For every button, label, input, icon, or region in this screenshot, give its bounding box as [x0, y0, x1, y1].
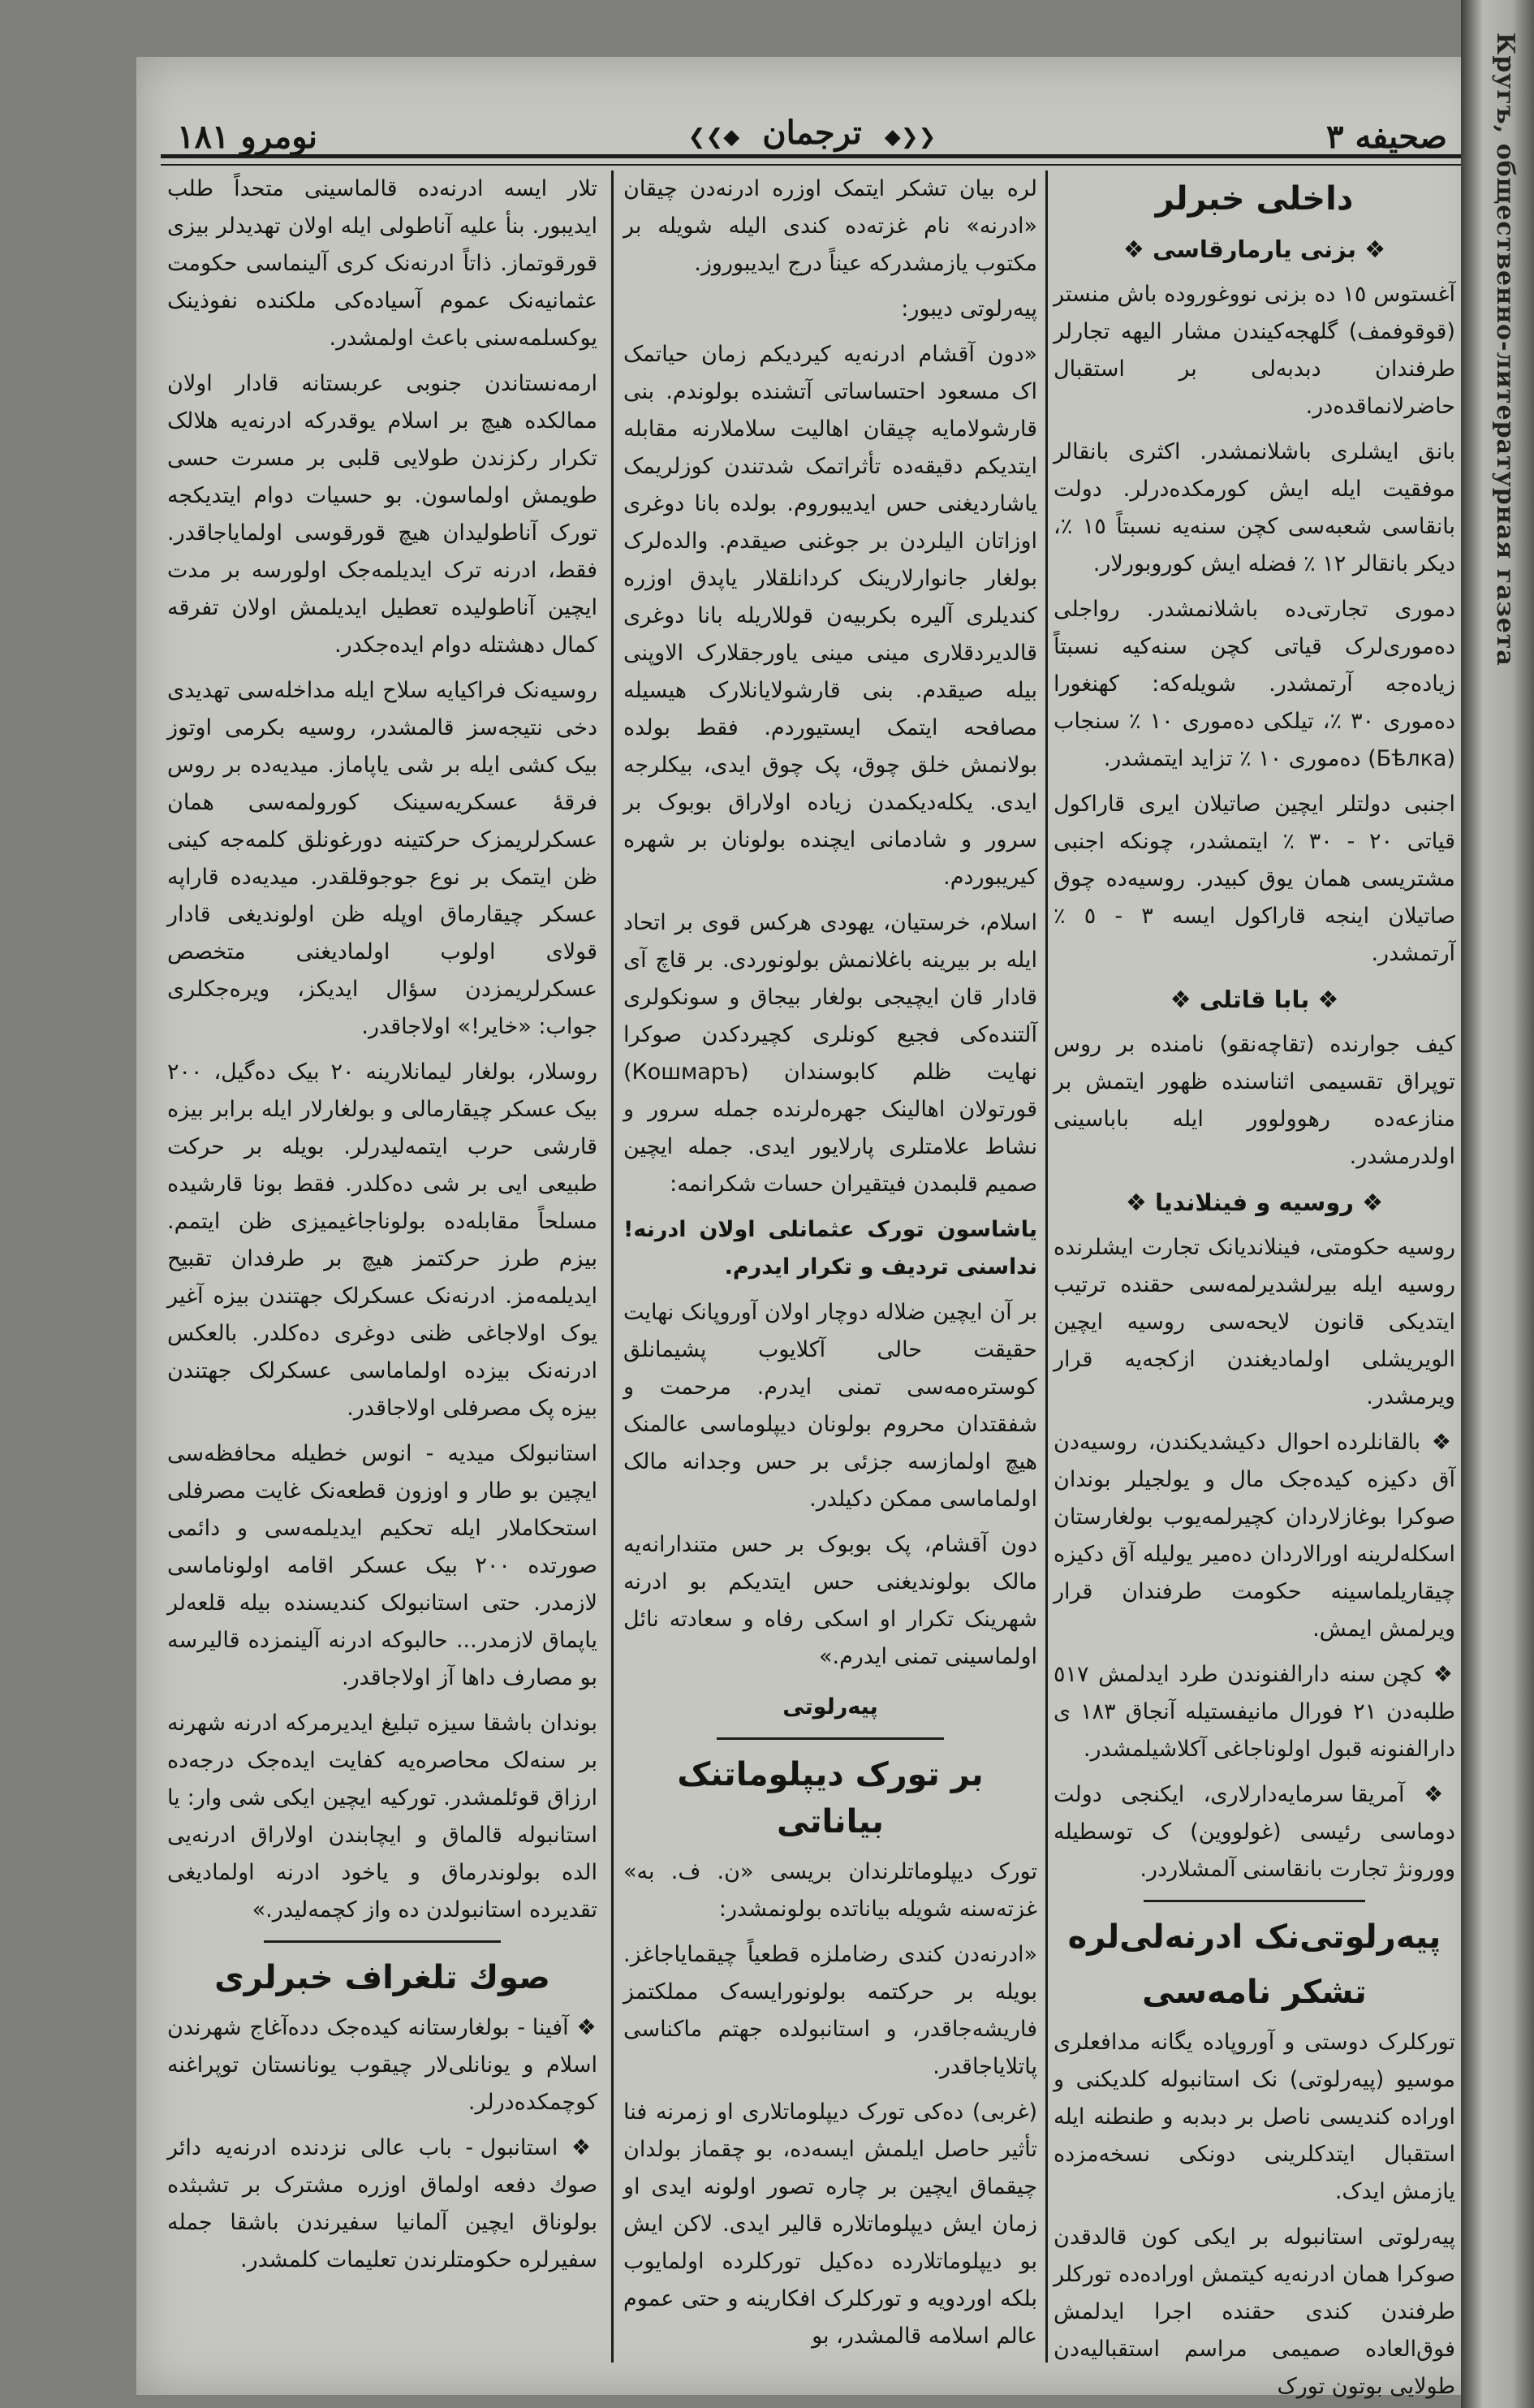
article-paragraph: لره بیان تشکر ایتمک اوزره ادرنه‌دن چیقان «ادرنه» نام غزته‌ده کندی الیله شویله بر مکتوب یازمشدرکه عیناً درج ایدیبوروز. [623, 176, 1037, 276]
item-title: ❖ روسیه و فینلاندیا ❖ [1125, 1189, 1384, 1216]
article-paragraph: تلار ایسه ادرنه‌ده قالماسینی متحداً طلب ایدیبور. بنأ علیه آناطولی ایله اولان تهدیدلر بیزی قورقوتماز. ذاتاً ادرنه‌نک کری آلینماسی حکومت عثمانیه‌نک عموم آسیاده‌کی ملکنده نفوذینک یوکسلمه‌سنی باعث اولمشدر. [167, 176, 597, 351]
paper-title: ترجمان [762, 114, 862, 152]
article-paragraph: تورک دیپلوماتلرندان بریسی «ن. ف. به» غزته‌سنه شویله بیاناتده بولونمشدر: [623, 1859, 1037, 1922]
thanks-subtitle: تشکر نامه‌سی [1142, 1974, 1367, 2011]
article-paragraph: روسلار، بولغار لیمانلارینه ٢٠ بیک ده‌گیل، ٢٠٠ بیک عسکر چیقارمالی و بولغارلار ایله برابر بیزه قارشی حرب ایتمه‌لیدرلر. بویله بر حرکت طبیعی ایی بر شی ده‌کلدر. فقط بونا قارشیده مسلحاً مقابله‌ده بولوناجاغیمیزی ظن ایتمم. بیزم طرز حرکتمز هیچ بر طرفدان تقبیح ایدیلمه‌مز. ادرنه‌نک عسکرلک جهتندن بیزه آغیر یوک اولاجاغی ظنی دوغری ده‌کلدر. بالعکس ادرنه‌نک بیزده اولماماسی عسکرلک جهتندن بیزه پک مصرفلی اولاجاقدر. [167, 1059, 597, 1421]
news-item: اجنبی دولتلر ایچین صاتیلان ایری قاراکول قیاتی ٢٠ - ٣٠ ٪ ایتمشدر، چونکه اجنبی مشتریسی همان یوق کبیدر. روسیه‌ده چوق صاتیلان اینجه قاراکول ایسه ٣ - ٥ ٪ آرتمشدر. [1054, 792, 1455, 966]
thanks-title: پیه‌رلوتی‌نک ادرنه‌لی‌لره [1067, 1918, 1441, 1956]
article-paragraph: تورکلرک دوستی و آوروپاده یگانه مدافعلری موسیو (پیه‌رلوتی) نک استانبوله کلدیکنی و اوراده کندیسی ناصل بر دبدبه و طنطنه ایله استقبال ایتدکلرینی دونکی نسخه‌مزده یازمش ایدک. [1054, 2030, 1455, 2204]
column-divider-right [1045, 170, 1048, 2363]
middle-column [623, 170, 1037, 2363]
newspaper-page [136, 57, 1488, 2399]
left-ornament-icon: ❮❮◆ [687, 125, 740, 149]
article-paragraph: پیه‌رلوتی استانبوله بر ایکی کون قالدقدن صوکرا همان ادرنه‌یه کیتمش اوراده‌ده تورکلر طرفندن کندی حقنده اجرا ایدلمش فوق‌العاده صمیمی مراسم استقبالیه‌دن طولایی بوتون تورک [1054, 2225, 1455, 2399]
header-rule [161, 154, 1463, 166]
news-item: بانق ایشلری باشلانمشدر. اکثری بانقالر موفقیت ایله ایش کورمکده‌درلر. دولت بانقاسی شعبه‌سی کچن سنه‌یه نسبتاً ١٥ ٪، دیکر بانقالر ١٢ ٪ فضله ایش کوروبورلار. [1054, 439, 1455, 576]
article-paragraph: «ادرنه‌دن کندی رضاملزه قطعیاً چیقمایاجاغز. بویله بر حرکتمه بولونورایسه‌ک مملکتمز فاریشه‌جاقدر، و استانبولده جهتم ماکناسی پاتلایاجاقدر. [623, 1942, 1037, 2079]
article-paragraph: بر آن ایچین ضلاله دوچار اولان آوروپانک نهایت حقیقت حالی آکلایوب پشیمانلق کوستره‌مه‌سی تمنی ایدرم. مرحمت و شفقتدان محروم بولونان دیپلوماسی عالمنک هیچ اولمازسه جزئی بر حس وجدانه مالک اولماماسی ممکن دکیلدر. [623, 1300, 1037, 1512]
ornament-icon: ❖ [1309, 986, 1339, 1013]
spine-label: Кругъ, общественно-литературная газета [1491, 32, 1519, 667]
article-paragraph: ارمه‌نستاندن جنوبی عربستانه قادار اولان ممالکده هیچ بر اسلام یوقدرکه ادرنه‌یه هلالک تکرار رکزندن طولایی قلبی بر مسرت حسی طویمش اولماسون. بو حسیات دوام ایتدیکجه تورک آناطولیدان هیچ قورقوسی اولمایاجاقدر. فقط، ادرنه ترک ایدیلمه‌جک اولورسه بر مدت ایچین آناطولیده تعطیل ایدیلمش اولان تفرقه کمال دهشتله دوام ایده‌جکدر. [167, 371, 597, 658]
news-item: ❖ استانبول - باب عالی نزدنده ادرنه‌یه دائر صوك دفعه اولماق اوزره مشترک بر تشبثده بولوناق ایچین آلمانیا سفیرندن باشقا جمله سفیرلره حکومتلرندن تعلیمات کلمشدر. [167, 2135, 597, 2272]
ornament-icon: ❖ [1354, 1189, 1384, 1216]
article-paragraph: «دون آقشام ادرنه‌یه کیردیکم زمان حیاتمک اک مسعود احتساساتی آتشنده بولوندم. بنی قارشولامایه چیقان اهالیت سلاملارنه مقابله ایتدیکم دقیقه‌ده تأثراتمک شدتندن کوزلریمک یاشاردیغنی حس ایدیبوروم. بولده بانا دوغری اوزاتان الیلردن بر جوغنی صیقدم. والده‌لرک بولغار جانوارلارینک کردانلقلار یاپدق اوزره کندیلری آلیره بکربیه‌ن قوللاریله بانا دوغری قالدیردقلاری مینی مینی یاورجقلارک الاوپنی بیله صیقدم. بنی قارشولایانلارک هیسیله مصافحه ایتمک ایستیوردم. فقط بولده بولانمش خلق چوق، پک چوق ایدی، بیکلرجه ایدی. یکله‌دیکمدن زیاده اولاراق بوبوک بر سرور و شادمانی ایچنده بولونان بر شهره کیریبوردم. [623, 342, 1037, 890]
ornament-icon: ❖ [1170, 986, 1200, 1013]
page-number: صحيفه ٣ [1326, 118, 1447, 156]
domestic-news-title: داخلی خبرلر [1155, 180, 1354, 218]
article-paragraph: استانبولک میدیه - انوس خطیله محافظه‌سی ایچین بو طار و اوزون قطعه‌نک غایت مصرفلی استحکاملار ایله تحکیم ایدیلمه‌سی و دائمی صورتده ٢٠٠ بیک عسکر اقامه اولوناماسی لازمدر. حتی استانبولک کندیسنده بیله قلعه‌لر یاپماق لازمدر... حالبوکه ادرنه آلینمزده قالیرسه بو مصارف داها آز اولاجاقدر. [167, 1441, 597, 1690]
bullet-ornament-icon: ❖ [1424, 1662, 1455, 1687]
ornament-icon: ❖ [1356, 235, 1386, 263]
article-paragraph: بوندان باشقا سیزه تبلیغ ایدیرمرکه ادرنه شهرنه بر سنه‌لک محاصره‌یه کفایت ایده‌جک درجه‌ده ارزاق قوئلمشدر. تورکیه ایچین ایکی شی وار: یا استانبوله قالماق و ایچابندن اولاراق ادرنه‌یی الده بولوندرماق و یاخود ادرنه اولمادیغی تقدیرده استانبولدن ده واز کچمه‌لیدر.» [167, 1711, 597, 1923]
issue-number: نومرو ١٨١ [177, 118, 317, 156]
item-title: ❖ بابا قاتلی ❖ [1170, 986, 1339, 1013]
book-spine [1461, 0, 1534, 2408]
column-divider-left [611, 170, 614, 2363]
news-item: دموری تجارتی‌ده باشلانمشدر. رواجلی ده‌موری‌لرک قیاتی کچن سنه‌کیه نسبتاً زیاده‌جه آرتمشدر. شویله‌که: کهنغورا ده‌موری ٣٠ ٪، تیلکی ده‌موری ١٠ ٪ سنجاب (Бѣлка) ده‌موری ١٠ ٪ تزاید ایتمشدر. [1054, 597, 1455, 771]
ornament-icon: ❖ [1125, 1189, 1155, 1216]
ornament-icon: ❖ [1122, 235, 1153, 263]
article-paragraph: اسلام، خرستیان، یهودی هرکس قوی بر اتحاد ایله بر بیرینه باغلانمش بولونوردی. بر قاچ آی قادار قان ایچیجی بولغار بیجاق و سونکولری آلتنده‌کی فجیع کونلری کچیردکدن صوکرا نهایت ظلم کابوسندان (Кошмаръ) قورتولان اهالینک جهره‌لرنده جمله سرور و نشاط علامتلری پارلایور ایدی. جمله ایچین صمیم قلبمدن فیتقیران حسات شکرانمه: [623, 910, 1037, 1197]
news-item: ❖ کچن سنه دارالفنوندن طرد ایدلمش ٥١٧ طلبه‌دن ٢١ فورال مانیفستیله آنجاق ١٨٣ ی دارالفنونه قبول اولوناجاغی آکلاشیلمشدر. [1054, 1662, 1455, 1762]
news-item: ❖ بالقانلرده احوال دکیشدیکندن، روسیه‌دن آق دکیزه کیده‌جک مال و یولجیلر بوندان صوکرا بوغازلاردان کچیرلمه‌یوب بولغارستان اسکله‌لرینه اورالاردان ده‌میر یولیله آق دکیزه چیقاریلماسینه حکومت طرفندان قرار ویرلمش ایمش. [1054, 1430, 1455, 1642]
bullet-ornament-icon: ❖ [1404, 1782, 1455, 1807]
separator [1144, 1900, 1364, 1902]
telegraph-title: صوك تلغراف خبرلری [214, 1959, 550, 1996]
news-item: کیف جوارنده (تقاچه‌نقو) نامنده بر روس توپراق تقسیمی اثناسنده ظهور ایتمش بر منازعه‌ده رهوولوور ایله باباسینی اولدرمشدر. [1054, 1032, 1455, 1169]
article-paragraph: پیه‌رلوتی دیبور: [901, 296, 1037, 321]
news-item: ❖ آمریقا سرمایه‌دارلاری، ایکنجی دولت دوماسی رئیسی (غولووین) ک توسطیله وورونژ تجارت بانقاسنی آلمشلاردر. [1054, 1782, 1455, 1882]
news-item: آغستوس ١٥ ده بزنی نووغوروده باش منستر (قوقوفمف) گلهجه‌کیندن مشار الیهه تجارلر طرفندان دبدبه‌لی بر استقبال حاضرلانماقده‌در. [1054, 282, 1455, 419]
bullet-ornament-icon: ❖ [558, 2135, 597, 2160]
right-column [1054, 170, 1455, 2399]
masthead [161, 114, 1463, 152]
bullet-ornament-icon: ❖ [568, 2015, 597, 2040]
bullet-ornament-icon: ❖ [1420, 1430, 1455, 1455]
right-ornament-icon: ◆❯❯ [884, 125, 937, 149]
separator [717, 1737, 945, 1740]
news-item: ❖ آفینا - بولغارستانه کیده‌جک دده‌آغاج شهرندن اسلام و یونانلی‌لار چیقوب یونانستان توپراغنه کوچمکده‌درلر. [167, 2015, 597, 2115]
article-paragraph: یاشاسون تورک عثمانلی اولان ادرنه! نداسنی تردیف و تکرار ایدرم. [623, 1217, 1037, 1280]
separator [264, 1940, 501, 1943]
signature: پیه‌رلوتی [782, 1694, 878, 1720]
item-title: ❖ بزنی یارمارقاسی ❖ [1122, 235, 1386, 263]
article-paragraph: (غربی) ده‌کی تورک دیپلوماتلاری او زمرنه فنا تأثیر حاصل ایلمش ایسه‌ده، بو چقماز بولدان چیقماق ایچین بر چاره تصور اولونه ایدی او زمان ایش دیپلوماتلاره قالیر ایدی. لاکن ایش بو دیپلوماتلارده ده‌کیل تورکلرده اولمایوب بلکه اوردویه و تورکلرک افکارینه و حتی عموم عالم اسلامه قالمشدر، بو [623, 2099, 1037, 2349]
interview-title: بر تورک دیپلوماتنک بیاناتی [677, 1756, 984, 1841]
article-paragraph: دون آقشام، پک بوبوک بر حس متندارانه‌یه مالک بولوندیغنی حس ایتدیکم بو ادرنه شهرینک تکرار او اسکی رفاه و سعادته نائل اولماسینی تمنی ایدرم.» [623, 1532, 1037, 1669]
left-column [167, 170, 597, 2363]
news-item: روسیه حکومتی، فینلاندیانک تجارت ایشلرنده روسیه ایله بیرلشدیرلمه‌سی حقنده ترتیب ایتدیکی قانون لایحه‌سی روسیه ایچین الویریشلی اولمادیغندن ازکجه‌یه قرار ویرمشدر. [1054, 1235, 1455, 1409]
article-paragraph: روسیه‌نک فراکیایه سلاح ایله مداخله‌سی تهدیدی دخی نتیجه‌سز قالمشدر، روسیه بکرمی اوتوز بیک کشی ایله بر شی یاپاماز. میدیه‌ده بر روس فرقهٔ عسکریه‌سینک کورولمه‌سی همان عسکرلریمزک حرکتینه دورغونلق کلمه‌جه کینی ظن ایتمک بر نوع جوجوقلقدر. میدیه‌ده قاراپه عسکر چیقارماق اوپله ظن اولوندیغی قادار قولای اولوب اولمادیغنی متخصص عسکرلریمزدن سؤال ایدیکز، ویره‌جکلری جواب: «خایر!» اولاجاقدر. [167, 678, 597, 1039]
